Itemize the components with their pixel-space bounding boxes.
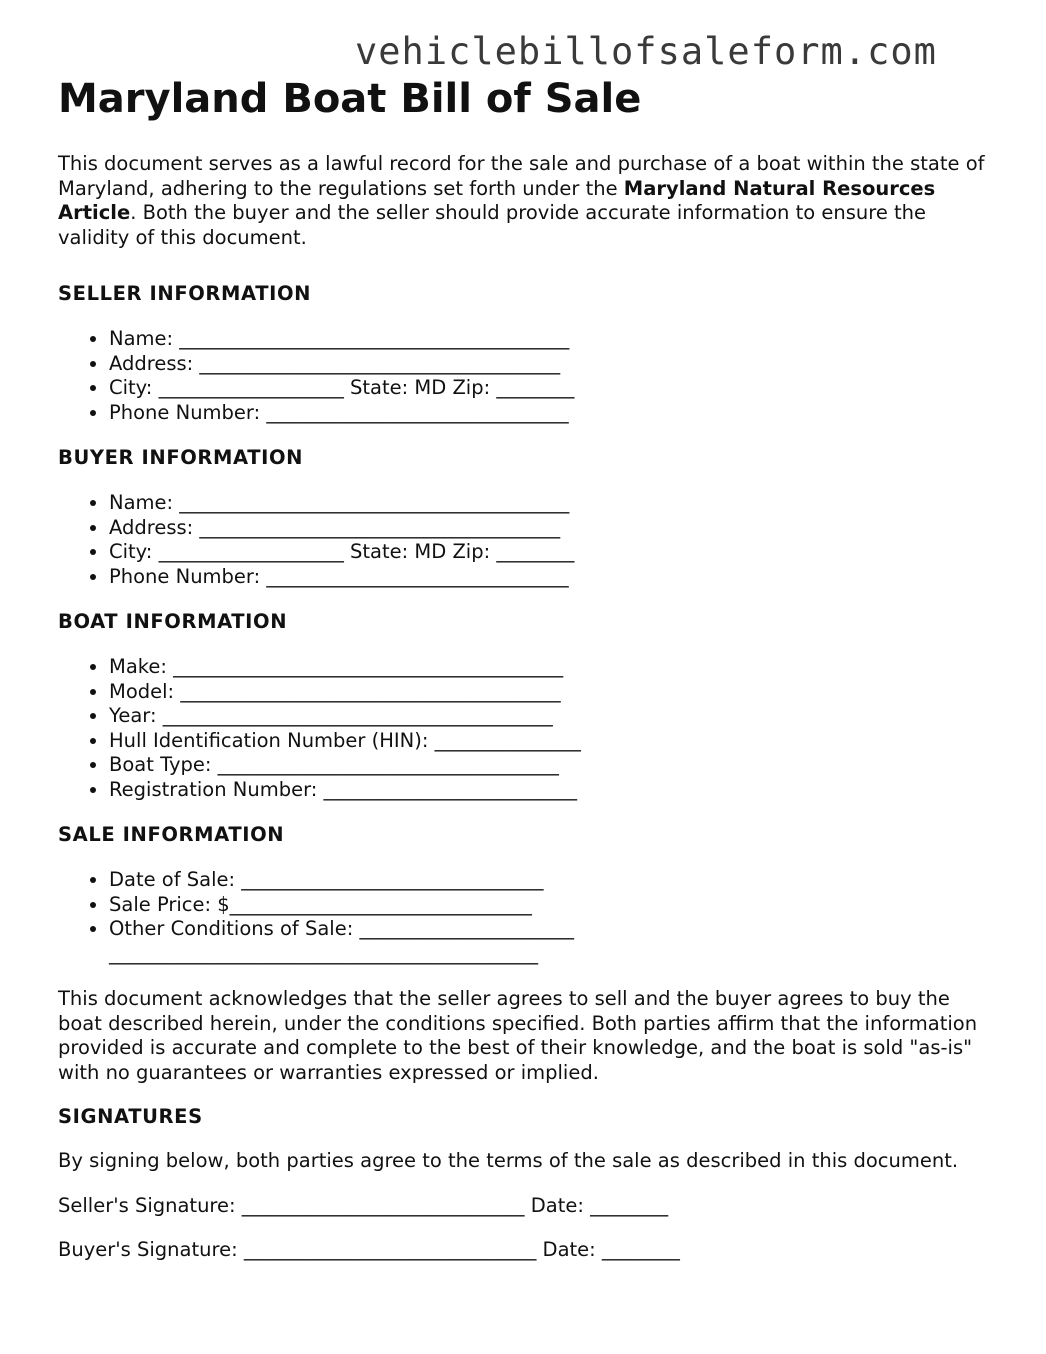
buyer-signature-line[interactable]: Buyer's Signature: ______________________________ Date: ________ <box>58 1238 680 1261</box>
boat-field-list <box>58 655 988 802</box>
closing-paragraph: This document acknowledges that the seller agrees to sell and the buyer agrees to buy the boat described herein, under the conditions specified. Both parties affirm that the information provided is accurate and complete to the best of their knowledge, and the boat is sold "as-is" with no guarantees or warranties expressed or implied. <box>58 987 978 1084</box>
page-title: Maryland Boat Bill of Sale <box>58 76 642 122</box>
intro-paragraph <box>58 152 988 250</box>
signatures-section-heading: SIGNATURES <box>58 1105 203 1128</box>
buyer-name-field[interactable]: • Name: ________________________________________ <box>109 491 988 516</box>
seller-address-field[interactable]: • Address: _____________________________________ <box>109 352 988 377</box>
intro-text-part1: This document serves as a lawful record for the sale and purchase of a boat within the state of Maryland, adhering to the regulations set forth under the <box>58 152 985 200</box>
boat-year-field[interactable]: • Year: ________________________________________ <box>109 704 988 729</box>
boat-hin-field[interactable]: • Hull Identification Number (HIN): _______________ <box>109 729 988 754</box>
sale-section-heading: SALE INFORMATION <box>58 823 285 846</box>
buyer-address-field[interactable]: • Address: _____________________________________ <box>109 516 988 541</box>
sale-price-field[interactable]: • Sale Price: $_______________________________ <box>109 893 988 918</box>
boat-make-field[interactable]: • Make: ________________________________________ <box>109 655 988 680</box>
signatures-intro: By signing below, both parties agree to the terms of the sale as described in this document. <box>58 1149 959 1172</box>
sale-other-conditions-field[interactable]: • Other Conditions of Sale: ______________________ ____________________________________________ <box>109 917 988 966</box>
buyer-section-heading: BUYER INFORMATION <box>58 446 304 469</box>
watermark-text: vehiclebillofsaleform.com <box>355 30 937 73</box>
intro-text-part2: . Both the buyer and the seller should provide accurate information to ensure the validity of this document. <box>58 201 927 249</box>
boat-model-field[interactable]: • Model: _______________________________________ <box>109 680 988 705</box>
boat-section-heading: BOAT INFORMATION <box>58 610 288 633</box>
boat-type-field[interactable]: • Boat Type: ___________________________________ <box>109 753 988 778</box>
seller-phone-field[interactable]: • Phone Number: _______________________________ <box>109 401 988 426</box>
sale-date-field[interactable]: • Date of Sale: _______________________________ <box>109 868 988 893</box>
seller-section-heading: SELLER INFORMATION <box>58 282 312 305</box>
buyer-field-list <box>58 491 988 589</box>
seller-field-list <box>58 327 988 425</box>
document-page <box>58 74 988 1283</box>
sale-field-list <box>58 868 988 966</box>
seller-name-field[interactable]: • Name: ________________________________________ <box>109 327 988 352</box>
intro-bold-reference: Maryland Natural Resources Article <box>58 176 936 224</box>
buyer-city-state-zip-field[interactable]: • City: ___________________ State: MD Zip: ________ <box>109 540 988 565</box>
seller-city-state-zip-field[interactable]: • City: ___________________ State: MD Zip: ________ <box>109 376 988 401</box>
seller-signature-line[interactable]: Seller's Signature: _____________________________ Date: ________ <box>58 1193 669 1217</box>
buyer-phone-field[interactable]: • Phone Number: _______________________________ <box>109 565 988 590</box>
boat-registration-field[interactable]: • Registration Number: __________________________ <box>109 778 988 803</box>
